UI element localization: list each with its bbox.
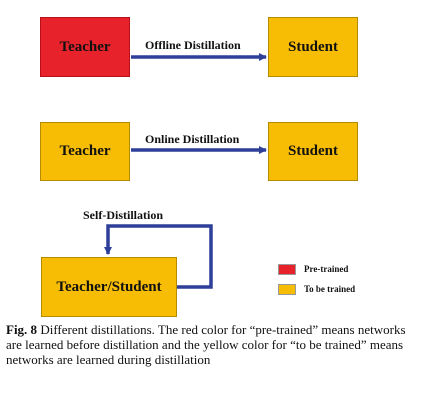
legend-swatch-to-be-trained	[278, 284, 296, 295]
legend-swatch-pre-trained	[278, 264, 296, 275]
legend-item-to-be-trained	[278, 282, 355, 296]
online-distillation-label: Online Distillation	[145, 132, 240, 146]
offline-teacher-label: Teacher	[59, 38, 111, 55]
figure-caption	[6, 322, 416, 367]
teacher-student-label: Teacher/Student	[56, 278, 162, 295]
self-distillation-label: Self-Distillation	[83, 208, 163, 222]
legend-item-pre-trained	[278, 262, 348, 276]
figure-caption-label: Fig. 8	[6, 322, 38, 337]
online-teacher-box	[40, 122, 130, 181]
figure-caption-text: Different distillations. The red color for “pre-trained” means networks are learned before distillation and the yellow color for “to be trained” means networks are learned during distillation	[6, 322, 406, 367]
offline-student-box	[268, 17, 358, 77]
teacher-student-box	[41, 257, 177, 317]
offline-student-label: Student	[287, 38, 339, 55]
online-teacher-label: Teacher	[59, 143, 111, 159]
offline-distillation-label: Offline Distillation	[145, 38, 241, 52]
offline-teacher-box	[40, 17, 130, 77]
legend-label-pre-trained: Pre-trained	[304, 264, 349, 274]
online-student-box	[268, 122, 358, 181]
online-student-label: Student	[287, 143, 339, 159]
legend-label-to-be-trained: To be trained	[304, 284, 356, 294]
